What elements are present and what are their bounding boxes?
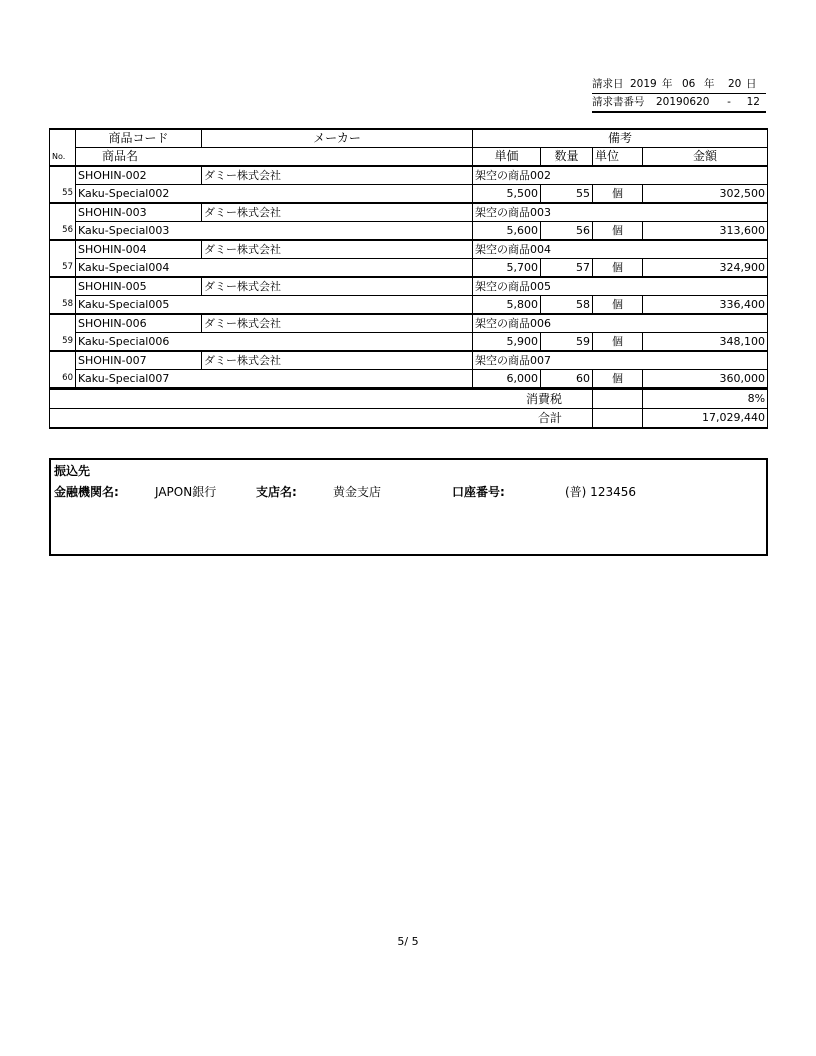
item-remarks: 架空の商品006 <box>473 314 768 333</box>
item-price: 5,800 <box>473 296 541 315</box>
tax-row <box>50 389 768 409</box>
item-qty: 57 <box>541 259 593 278</box>
item-name: Kaku-Special007 <box>76 370 473 389</box>
item-no: 56 <box>50 203 76 240</box>
total-row <box>50 409 768 429</box>
item-no: 60 <box>50 351 76 389</box>
item-code: SHOHIN-002 <box>76 166 202 185</box>
item-unit: 個 <box>593 222 643 241</box>
invoice-day: 20 <box>728 78 742 90</box>
invoice-month-unit: 年 <box>704 78 715 90</box>
item-no: 58 <box>50 277 76 314</box>
item-amount: 313,600 <box>643 222 768 241</box>
invoice-header <box>592 76 766 113</box>
table-header-row-2 <box>50 148 768 167</box>
item-row-b <box>50 370 768 389</box>
account-label: 口座番号: <box>452 485 505 499</box>
item-row-b <box>50 222 768 241</box>
invoice-year: 2019 <box>630 78 657 90</box>
item-remarks: 架空の商品004 <box>473 240 768 259</box>
tax-value: 8% <box>643 389 768 409</box>
item-price: 6,000 <box>473 370 541 389</box>
item-qty: 59 <box>541 333 593 352</box>
item-maker: ダミー株式会社 <box>202 351 447 370</box>
total-value: 17,029,440 <box>643 409 768 429</box>
item-maker: ダミー株式会社 <box>202 277 447 296</box>
item-code: SHOHIN-006 <box>76 314 202 333</box>
item-amount: 348,100 <box>643 333 768 352</box>
item-code: SHOHIN-005 <box>76 277 202 296</box>
item-row-b <box>50 259 768 278</box>
item-row-a <box>50 314 768 333</box>
item-qty: 58 <box>541 296 593 315</box>
invoice-number-seq: 12 <box>746 96 760 108</box>
item-no: 59 <box>50 314 76 351</box>
item-maker: ダミー株式会社 <box>202 314 447 333</box>
item-maker: ダミー株式会社 <box>202 240 447 259</box>
item-name: Kaku-Special004 <box>76 259 473 278</box>
institution-value: JAPON銀行 <box>155 485 217 499</box>
item-row-a <box>50 240 768 259</box>
item-amount: 336,400 <box>643 296 768 315</box>
invoice-number-base: 20190620 <box>656 96 710 108</box>
item-price: 5,500 <box>473 185 541 204</box>
invoice-number-separator: - <box>727 96 731 108</box>
table-header-row-1 <box>50 129 768 148</box>
item-qty: 60 <box>541 370 593 389</box>
item-row-b <box>50 296 768 315</box>
item-unit: 個 <box>593 333 643 352</box>
item-price: 5,700 <box>473 259 541 278</box>
invoice-number-row <box>592 94 766 113</box>
item-code: SHOHIN-003 <box>76 203 202 222</box>
no-header: No. <box>50 129 76 166</box>
maker-header: メーカー <box>202 129 473 148</box>
item-price: 5,900 <box>473 333 541 352</box>
price-header: 単価 <box>473 148 541 167</box>
item-name: Kaku-Special006 <box>76 333 473 352</box>
item-code: SHOHIN-007 <box>76 351 202 370</box>
item-name: Kaku-Special005 <box>76 296 473 315</box>
branch-label: 支店名: <box>256 485 297 499</box>
unit-header: 単位 <box>593 148 643 167</box>
bank-title: 振込先 <box>54 464 91 478</box>
item-maker: ダミー株式会社 <box>202 166 447 185</box>
amount-header: 金額 <box>643 148 768 167</box>
code-header: 商品コード <box>76 129 202 148</box>
invoice-date-row <box>592 76 766 94</box>
item-remarks: 架空の商品007 <box>473 351 768 370</box>
page-indicator: 5/ 5 <box>397 935 419 948</box>
institution-label: 金融機関名: <box>54 485 119 499</box>
item-price: 5,600 <box>473 222 541 241</box>
bank-transfer-box <box>49 458 768 556</box>
item-maker: ダミー株式会社 <box>202 203 447 222</box>
item-code: SHOHIN-004 <box>76 240 202 259</box>
item-unit: 個 <box>593 296 643 315</box>
item-row-a <box>50 166 768 185</box>
item-unit: 個 <box>593 185 643 204</box>
item-unit: 個 <box>593 259 643 278</box>
item-remarks: 架空の商品005 <box>473 277 768 296</box>
item-qty: 56 <box>541 222 593 241</box>
name-header: 商品名 <box>76 148 473 167</box>
invoice-number-label: 請求書番号 <box>592 96 645 108</box>
item-amount: 324,900 <box>643 259 768 278</box>
item-amount: 360,000 <box>643 370 768 389</box>
item-no: 55 <box>50 166 76 203</box>
item-row-b <box>50 333 768 352</box>
tax-label: 消費税 <box>50 389 593 409</box>
invoice-year-unit: 年 <box>662 78 673 90</box>
item-row-a <box>50 351 768 370</box>
item-row-a <box>50 203 768 222</box>
item-row-a <box>50 277 768 296</box>
remarks-header: 備考 <box>473 129 768 148</box>
item-remarks: 架空の商品002 <box>473 166 768 185</box>
item-row-b <box>50 185 768 204</box>
item-amount: 302,500 <box>643 185 768 204</box>
branch-value: 黄金支店 <box>333 485 382 499</box>
item-unit: 個 <box>593 370 643 389</box>
item-qty: 55 <box>541 185 593 204</box>
item-remarks: 架空の商品003 <box>473 203 768 222</box>
item-no: 57 <box>50 240 76 277</box>
account-value: (普) 123456 <box>565 485 636 499</box>
invoice-month: 06 <box>682 78 696 90</box>
item-name: Kaku-Special002 <box>76 185 473 204</box>
invoice-day-unit: 日 <box>746 78 757 90</box>
invoice-date-label: 請求日 <box>592 78 624 90</box>
qty-header: 数量 <box>541 148 593 167</box>
items-table <box>49 128 768 429</box>
total-label: 合計 <box>50 409 593 429</box>
item-name: Kaku-Special003 <box>76 222 473 241</box>
